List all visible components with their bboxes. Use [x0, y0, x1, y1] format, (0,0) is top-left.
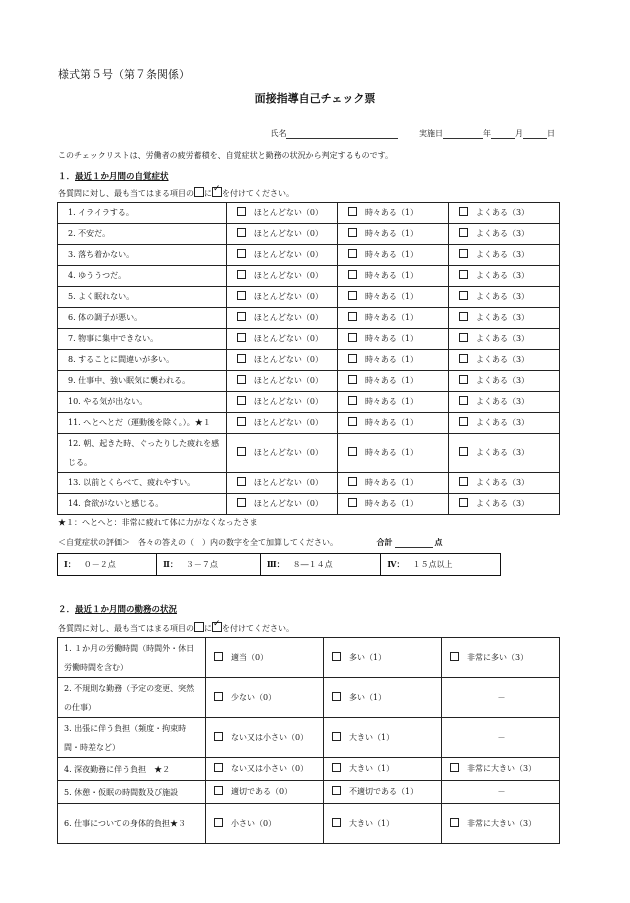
- symptom-row: [58, 203, 560, 224]
- option-label: よくある（3）: [475, 376, 530, 385]
- checkbox-icon[interactable]: [332, 652, 341, 661]
- symptom-option-0[interactable]: [226, 473, 337, 494]
- symptom-row: [58, 350, 560, 371]
- checkbox-icon[interactable]: [237, 249, 246, 258]
- checkbox-icon[interactable]: [459, 228, 468, 237]
- symptom-question: 12. 朝、起きた時、ぐったりした疲れを感じる。: [58, 434, 227, 473]
- symptom-option-2[interactable]: [448, 203, 559, 224]
- work-question: 2. 不規則な勤務（予定の変更、突然の仕事）: [58, 678, 206, 718]
- checkbox-icon[interactable]: [237, 396, 246, 405]
- symptom-option-1[interactable]: [337, 413, 448, 434]
- symptom-question: 13. 以前とくらべて、疲れやすい。: [58, 473, 227, 494]
- symptom-option-0[interactable]: [226, 266, 337, 287]
- checkbox-icon[interactable]: [214, 786, 223, 795]
- checkbox-icon[interactable]: [459, 498, 468, 507]
- option-label: 非常に大きい（3）: [466, 818, 537, 828]
- empty-box-icon: [194, 187, 204, 197]
- checkbox-icon[interactable]: [237, 228, 246, 237]
- symptom-question: 14. 食欲がないと感じる。: [58, 494, 227, 515]
- checkbox-icon[interactable]: [348, 477, 357, 486]
- work-option-1[interactable]: [324, 718, 442, 758]
- symptom-option-0[interactable]: [226, 287, 337, 308]
- symptom-row: [58, 434, 560, 473]
- option-label: ない又は小さい（0）: [231, 732, 309, 742]
- name-label: 氏名: [270, 129, 287, 138]
- symptom-question: 5. よく眠れない。: [58, 287, 227, 308]
- option-label: 大きい（1）: [349, 732, 395, 742]
- option-label: 時々ある（1）: [364, 499, 419, 508]
- symptom-option-1[interactable]: [337, 473, 448, 494]
- section2-instruction: 各質問に対し、最も当てはまる項目の に✓ を付けてください。: [58, 622, 294, 634]
- symptom-option-2[interactable]: [448, 308, 559, 329]
- checkbox-icon[interactable]: [237, 477, 246, 486]
- symptom-option-1[interactable]: [337, 392, 448, 413]
- checkbox-icon[interactable]: [459, 477, 468, 486]
- checkbox-icon[interactable]: [348, 447, 357, 456]
- option-label: ほとんどない（0）: [253, 418, 324, 427]
- option-label: ほとんどない（0）: [253, 499, 324, 508]
- checkbox-icon[interactable]: [348, 396, 357, 405]
- evaluation-levels-table: [57, 553, 501, 576]
- symptom-option-2[interactable]: [448, 392, 559, 413]
- option-label: 多い（1）: [349, 692, 387, 702]
- option-label: 時々ある（1）: [364, 208, 419, 217]
- option-label: ほとんどない（0）: [253, 448, 324, 457]
- symptom-question: 8. することに間違いが多い。: [58, 350, 227, 371]
- work-option-2[interactable]: [441, 638, 559, 678]
- work-option-2[interactable]: [441, 804, 559, 844]
- checkbox-icon[interactable]: [459, 207, 468, 216]
- symptom-option-1[interactable]: [337, 494, 448, 515]
- checkbox-icon[interactable]: [348, 207, 357, 216]
- symptom-row: [58, 329, 560, 350]
- checkbox-icon[interactable]: [348, 417, 357, 426]
- option-label: よくある（3）: [475, 478, 530, 487]
- symptom-option-2[interactable]: [448, 224, 559, 245]
- symptom-option-0[interactable]: [226, 434, 337, 473]
- symptom-row: [58, 494, 560, 515]
- symptom-option-0[interactable]: [226, 308, 337, 329]
- checkbox-icon[interactable]: [459, 354, 468, 363]
- day-label: 日: [547, 129, 555, 138]
- symptom-option-0[interactable]: [226, 392, 337, 413]
- evaluation-level-1: [58, 554, 157, 576]
- footnote-1: ★１：へとへと：非常に疲れて体に力がなくなったさま: [58, 518, 258, 527]
- symptom-table: [57, 202, 560, 515]
- symptom-row: [58, 392, 560, 413]
- checkbox-icon[interactable]: [214, 763, 223, 772]
- checkbox-icon[interactable]: [450, 818, 459, 827]
- option-label: ほとんどない（0）: [253, 397, 324, 406]
- option-label: ほとんどない（0）: [253, 208, 324, 217]
- symptom-option-0[interactable]: [226, 371, 337, 392]
- work-question: 6. 仕事についての身体的負担★３: [58, 804, 206, 844]
- symptom-question: 11. へとへとだ（運動後を除く。）。★１: [58, 413, 227, 434]
- checkbox-icon[interactable]: [237, 354, 246, 363]
- evaluation-label: ＜自覚症状の評価＞ 各々の答えの（ ）内の数字を全て加算してください。: [58, 538, 338, 547]
- symptom-option-1[interactable]: [337, 308, 448, 329]
- page-title: 面接指導自己チェック票: [254, 92, 376, 105]
- date-label: 実施日: [419, 129, 443, 138]
- symptom-option-2[interactable]: [448, 473, 559, 494]
- name-date-row: [270, 128, 555, 139]
- symptom-row: [58, 371, 560, 392]
- option-label: 時々ある（1）: [364, 478, 419, 487]
- symptom-row: [58, 413, 560, 434]
- symptom-question: 9. 仕事中、強い眠気に襲われる。: [58, 371, 227, 392]
- work-row: [58, 638, 560, 678]
- symptom-option-1[interactable]: [337, 203, 448, 224]
- intro-text: このチェックリストは、労働者の疲労蓄積を、自覚症状と勤務の状況から判定するものです。: [58, 151, 393, 160]
- year-label: 年: [483, 129, 491, 138]
- symptom-option-2[interactable]: [448, 287, 559, 308]
- total-field[interactable]: [395, 538, 433, 548]
- option-label: 時々ある（1）: [364, 397, 419, 406]
- checkbox-icon[interactable]: [332, 692, 341, 701]
- checkbox-icon[interactable]: [348, 270, 357, 279]
- work-question: 4. 深夜勤務に伴う負担 ★２: [58, 758, 206, 781]
- symptom-row: [58, 287, 560, 308]
- checkbox-icon[interactable]: [237, 333, 246, 342]
- option-label: よくある（3）: [475, 208, 530, 217]
- checkbox-icon[interactable]: [237, 375, 246, 384]
- option-label: ほとんどない（0）: [253, 229, 324, 238]
- checkbox-icon[interactable]: [450, 652, 459, 661]
- work-row: [58, 758, 560, 781]
- symptom-option-0[interactable]: [226, 224, 337, 245]
- checkbox-icon[interactable]: [214, 652, 223, 661]
- checkbox-icon[interactable]: [348, 291, 357, 300]
- symptom-row: [58, 308, 560, 329]
- option-label: 少ない（0）: [231, 692, 277, 702]
- level-range: １５点以上: [412, 560, 453, 569]
- symptom-option-2[interactable]: [448, 413, 559, 434]
- checkbox-icon[interactable]: [348, 354, 357, 363]
- option-label: 適当（0）: [231, 652, 269, 662]
- checked-box-icon: [212, 187, 222, 197]
- checkbox-icon[interactable]: [459, 375, 468, 384]
- symptom-option-2[interactable]: [448, 434, 559, 473]
- checkbox-icon[interactable]: [348, 333, 357, 342]
- option-label: ほとんどない（0）: [253, 478, 324, 487]
- option-label: 非常に多い（3）: [466, 652, 529, 662]
- checkbox-icon[interactable]: [332, 763, 341, 772]
- symptom-option-2[interactable]: [448, 329, 559, 350]
- level-id: Ⅲ：: [266, 559, 285, 569]
- symptom-option-1[interactable]: [337, 329, 448, 350]
- symptom-question: 3. 落ち着かない。: [58, 245, 227, 266]
- symptom-option-0[interactable]: [226, 329, 337, 350]
- checkbox-icon[interactable]: [332, 732, 341, 741]
- option-label: 小さい（0）: [231, 818, 277, 828]
- evaluation-level-2: [157, 554, 261, 576]
- option-label: よくある（3）: [475, 250, 530, 259]
- option-label: よくある（3）: [475, 334, 530, 343]
- symptom-option-0[interactable]: [226, 494, 337, 515]
- checkbox-icon[interactable]: [450, 763, 459, 772]
- checkbox-icon[interactable]: [237, 291, 246, 300]
- checkbox-icon[interactable]: [459, 396, 468, 405]
- checkbox-icon[interactable]: [459, 417, 468, 426]
- checkbox-icon[interactable]: [237, 270, 246, 279]
- option-label: 多い（1）: [349, 652, 387, 662]
- option-label: よくある（3）: [475, 229, 530, 238]
- checkbox-icon[interactable]: [348, 228, 357, 237]
- symptom-option-1[interactable]: [337, 434, 448, 473]
- section1-title: １．最近１か月間の自覚症状: [58, 172, 169, 182]
- option-label: 時々ある（1）: [364, 376, 419, 385]
- form-number: 様式第５号（第７条関係）: [58, 68, 190, 81]
- checkbox-icon[interactable]: [237, 417, 246, 426]
- symptom-option-2[interactable]: [448, 371, 559, 392]
- checkbox-icon[interactable]: [214, 818, 223, 827]
- symptom-option-0[interactable]: [226, 203, 337, 224]
- option-label: 不適切である（1）: [349, 787, 419, 796]
- option-label: よくある（3）: [475, 355, 530, 364]
- section1-instruction: 各質問に対し、最も当てはまる項目の に✓ を付けてください。: [58, 187, 294, 199]
- checkbox-icon[interactable]: [348, 375, 357, 384]
- checkbox-icon[interactable]: [214, 732, 223, 741]
- symptom-question: 7. 物事に集中できない。: [58, 329, 227, 350]
- work-question: 1. １か月の労働時間（時間外・休日労働時間を含む）: [58, 638, 206, 678]
- symptom-option-1[interactable]: [337, 224, 448, 245]
- option-label: よくある（3）: [475, 448, 530, 457]
- option-label: ほとんどない（0）: [253, 313, 324, 322]
- option-label: 時々ある（1）: [364, 250, 419, 259]
- symptom-option-0[interactable]: [226, 245, 337, 266]
- checkbox-icon[interactable]: [348, 249, 357, 258]
- work-option-0[interactable]: [206, 678, 324, 718]
- checkbox-icon[interactable]: [459, 291, 468, 300]
- option-label: 時々ある（1）: [364, 418, 419, 427]
- level-range: ８―１４点: [292, 560, 333, 569]
- option-label: 時々ある（1）: [364, 229, 419, 238]
- year-field[interactable]: [443, 129, 483, 139]
- checkbox-icon[interactable]: [237, 312, 246, 321]
- work-option-0[interactable]: [206, 718, 324, 758]
- symptom-question: 4. ゆううつだ。: [58, 266, 227, 287]
- symptom-question: 10. やる気が出ない。: [58, 392, 227, 413]
- level-id: Ⅰ：: [64, 559, 76, 569]
- option-label: 時々ある（1）: [364, 448, 419, 457]
- name-field[interactable]: [286, 129, 398, 139]
- work-question: 3. 出張に伴う負担（頻度・拘束時間・時差など）: [58, 718, 206, 758]
- symptom-option-2[interactable]: [448, 245, 559, 266]
- option-label: よくある（3）: [475, 397, 530, 406]
- symptom-row: [58, 245, 560, 266]
- checkbox-icon[interactable]: [348, 312, 357, 321]
- option-label: よくある（3）: [475, 313, 530, 322]
- option-label: ほとんどない（0）: [253, 334, 324, 343]
- option-label: ほとんどない（0）: [253, 292, 324, 301]
- checkbox-icon[interactable]: [237, 498, 246, 507]
- checkbox-icon[interactable]: [332, 786, 341, 795]
- work-option-0[interactable]: [206, 804, 324, 844]
- level-range: ３－７点: [185, 560, 218, 569]
- evaluation-level-4: [381, 554, 501, 576]
- work-option-0[interactable]: [206, 781, 324, 804]
- symptom-option-2[interactable]: [448, 350, 559, 371]
- evaluation-level-3: [260, 554, 381, 576]
- option-label: 適切である（0）: [231, 787, 293, 796]
- checkbox-icon[interactable]: [459, 270, 468, 279]
- option-label: よくある（3）: [475, 271, 530, 280]
- symptom-option-2[interactable]: [448, 494, 559, 515]
- not-applicable: －: [441, 718, 559, 758]
- symptom-option-2[interactable]: [448, 266, 559, 287]
- option-label: ほとんどない（0）: [253, 376, 324, 385]
- option-label: 大きい（1）: [349, 818, 395, 828]
- checkbox-icon[interactable]: [459, 333, 468, 342]
- not-applicable: －: [441, 781, 559, 804]
- checked-box-icon: [212, 622, 222, 632]
- symptom-question: 6. 体の調子が悪い。: [58, 308, 227, 329]
- work-row: [58, 781, 560, 804]
- work-option-1[interactable]: [324, 781, 442, 804]
- work-option-2[interactable]: [441, 758, 559, 781]
- symptom-question: 1. イライラする。: [58, 203, 227, 224]
- option-label: よくある（3）: [475, 292, 530, 301]
- not-applicable: －: [441, 678, 559, 718]
- work-option-1[interactable]: [324, 678, 442, 718]
- symptom-option-1[interactable]: [337, 266, 448, 287]
- work-option-1[interactable]: [324, 638, 442, 678]
- total-unit: 点: [434, 537, 443, 547]
- work-status-table: [57, 637, 560, 844]
- option-label: ほとんどない（0）: [253, 271, 324, 280]
- checkbox-icon[interactable]: [348, 498, 357, 507]
- month-label: 月: [515, 129, 523, 138]
- work-option-0[interactable]: [206, 638, 324, 678]
- work-option-1[interactable]: [324, 758, 442, 781]
- month-field[interactable]: [491, 129, 515, 139]
- checkbox-icon[interactable]: [214, 692, 223, 701]
- option-label: 時々ある（1）: [364, 355, 419, 364]
- level-id: Ⅳ：: [387, 559, 405, 569]
- total-label: 合計: [376, 537, 393, 547]
- symptom-row: [58, 224, 560, 245]
- work-row: [58, 804, 560, 844]
- checkbox-icon[interactable]: [237, 447, 246, 456]
- work-row: [58, 718, 560, 758]
- symptom-row: [58, 266, 560, 287]
- option-label: 時々ある（1）: [364, 292, 419, 301]
- symptom-option-0[interactable]: [226, 350, 337, 371]
- option-label: よくある（3）: [475, 499, 530, 508]
- level-range: ０－２点: [83, 560, 116, 569]
- option-label: よくある（3）: [475, 418, 530, 427]
- symptom-option-1[interactable]: [337, 245, 448, 266]
- checkbox-icon[interactable]: [459, 312, 468, 321]
- checkbox-icon[interactable]: [237, 207, 246, 216]
- empty-box-icon: [194, 622, 204, 632]
- option-label: 時々ある（1）: [364, 313, 419, 322]
- symptom-option-1[interactable]: [337, 287, 448, 308]
- option-label: 時々ある（1）: [364, 271, 419, 280]
- work-option-0[interactable]: [206, 758, 324, 781]
- level-id: Ⅱ：: [163, 559, 178, 569]
- work-option-1[interactable]: [324, 804, 442, 844]
- option-label: 非常に大きい（3）: [466, 764, 537, 773]
- option-label: 大きい（1）: [349, 764, 395, 773]
- section2-title: ２．最近１か月間の勤務の状況: [58, 605, 178, 615]
- evaluation-row: [58, 537, 443, 548]
- option-label: 時々ある（1）: [364, 334, 419, 343]
- checkbox-icon[interactable]: [459, 447, 468, 456]
- symptom-option-1[interactable]: [337, 350, 448, 371]
- option-label: ほとんどない（0）: [253, 355, 324, 364]
- work-row: [58, 678, 560, 718]
- work-question: 5. 休憩・仮眠の時間数及び施設: [58, 781, 206, 804]
- checkbox-icon[interactable]: [459, 249, 468, 258]
- symptom-option-1[interactable]: [337, 371, 448, 392]
- checkbox-icon[interactable]: [332, 818, 341, 827]
- option-label: ほとんどない（0）: [253, 250, 324, 259]
- symptom-question: 2. 不安だ。: [58, 224, 227, 245]
- symptom-row: [58, 473, 560, 494]
- symptom-option-0[interactable]: [226, 413, 337, 434]
- option-label: ない又は小さい（0）: [231, 764, 309, 773]
- day-field[interactable]: [523, 129, 547, 139]
